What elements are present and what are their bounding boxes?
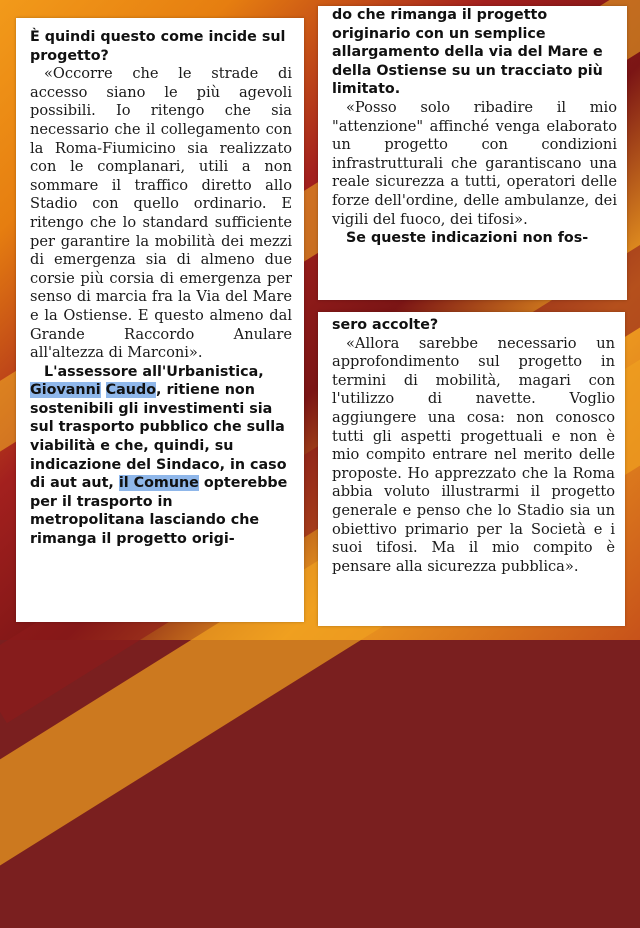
interview-answer: «Posso solo ribadire il mio "attenzione" affinché venga elaborato un progetto con condizioni infrastrutturali che garantiscano una reale sicurezza a tutti, operatori delle forze dell'ordine, delle ambulanze, dei vigili del fuoco, dei tifosi». xyxy=(332,98,617,228)
interview-answer: «Allora sarebbe necessario un approfondimento sul progetto in termini di mobilità, magari con l'utilizzo di navette. Voglio aggiungere una cosa: non conosco tutti gli aspetti progettuali e non è mio compito entrare nel merito delle proposte. Ho apprezzato che la Roma abbia voluto illustrarmi il progetto generale e penso che lo Stadio sia un obiettivo primario per la Società e i suoi tifosi. Ma il mio compito è pensare alla sicurezza pubblica». xyxy=(332,334,615,575)
interview-question: È quindi questo come incide sul progetto? xyxy=(30,29,286,64)
interview-question: Se queste indicazioni non fos- xyxy=(346,230,589,247)
assessor-intro: L'assessore all'Urbanistica, xyxy=(44,363,264,380)
highlighted-comune: il Comune xyxy=(118,475,199,492)
article-column-right-top xyxy=(318,6,627,300)
interview-question-end: sero accolte? xyxy=(332,317,439,333)
editorial-paragraph xyxy=(30,363,292,549)
highlighted-name-last: Caudo xyxy=(105,382,157,399)
highlighted-name-first: Giovanni xyxy=(30,382,101,399)
interview-answer: «Occorre che le strade di accesso siano le più agevoli possibili. Io ritengo che sia necessario che il collegamento con la Roma-Fiumicino sia realizzato con le complanari, utili a non sommare il traffico diretto allo Stadio con quello ordinario. E ritengo che lo standard sufficiente per garantire la mobilità dei mezzi di emergenza sia di almeno due corsie più corsia di emergenza per senso di marcia fra la Via del Mare e la Ostiense. E questo almeno dal Grande Raccordo Anulare all'altezza di Marconi». xyxy=(30,65,292,362)
article-column-right-bottom xyxy=(318,312,625,626)
assessor-conclusion: opterebbe per il trasporto in metropolitana lasciando che rimanga il progetto origi- xyxy=(30,475,288,548)
assessor-statement: , ritiene non sostenibili gli investimenti sia sul trasporto pubblico che sulla viabilità e che, quindi, su indicazione del Sindaco, in caso di aut aut, xyxy=(30,382,287,492)
article-column-left xyxy=(16,18,304,622)
editorial-continuation: do che rimanga il progetto originario con un semplice allargamento della via del Mare e della Ostiense su un tracciato più limitato. xyxy=(332,7,603,98)
